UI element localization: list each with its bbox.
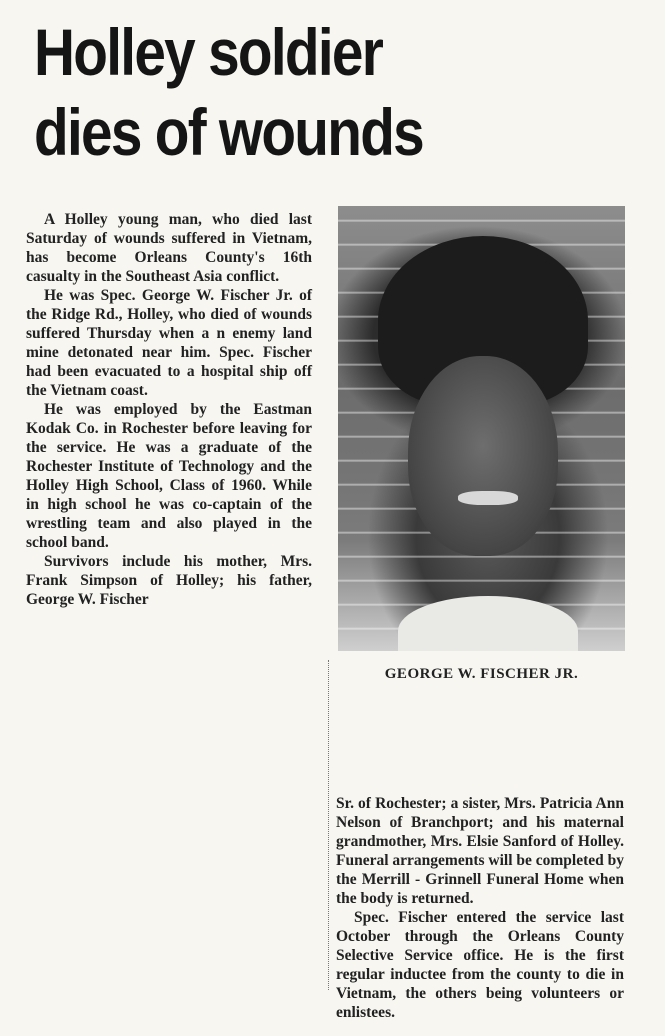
article-column-left: [26, 210, 312, 609]
headline-line-1: Holley soldier: [34, 15, 383, 89]
photo-face: [408, 356, 558, 556]
headline: [34, 12, 550, 172]
paragraph: Survivors include his mother, Mrs. Frank Simpson of Holley; his father, George W. Fischer: [26, 553, 312, 608]
paragraph: Sr. of Rochester; a sister, Mrs. Patricia Ann Nelson of Branchport; and his maternal grandmother, Mrs. Elsie Sanford of Holley. Funeral arrangements will be completed by the Merrill - Grinnell Funeral Home when the body is returned.: [336, 795, 625, 907]
portrait-photo: [338, 206, 625, 651]
column-divider: [328, 660, 330, 990]
paragraph: A Holley young man, who died last Saturday of wounds suffered in Vietnam, has become Orleans County's 16th casualty in the Southeast Asia conflict.: [26, 211, 312, 285]
photo-caption: GEORGE W. FISCHER JR.: [384, 666, 579, 682]
paragraph: He was Spec. George W. Fischer Jr. of the Ridge Rd., Holley, who died of wounds suffered Thursday when a n enemy land mine detonated near him. Spec. Fischer had been evacuated to a hospital ship off the Vietnam coast.: [26, 287, 312, 399]
headline-line-2: dies of wounds: [34, 95, 424, 169]
photo-mouth: [458, 491, 518, 505]
paragraph: Spec. Fischer entered the service last October through the Orleans County Selective Service office. He is the first regular inductee from the county to die in Vietnam, the others being volunteers or enlistees.: [336, 909, 624, 1021]
paragraph: He was employed by the Eastman Kodak Co. in Rochester before leaving for the service. He was a graduate of the Rochester Institute of Technology and the Holley High School, Class of 1960. While in high school he was co-captain of the wrestling team and also played in the school band.: [26, 401, 312, 551]
photo-shirt-collar: [398, 596, 578, 651]
article-column-right: [336, 794, 624, 1022]
